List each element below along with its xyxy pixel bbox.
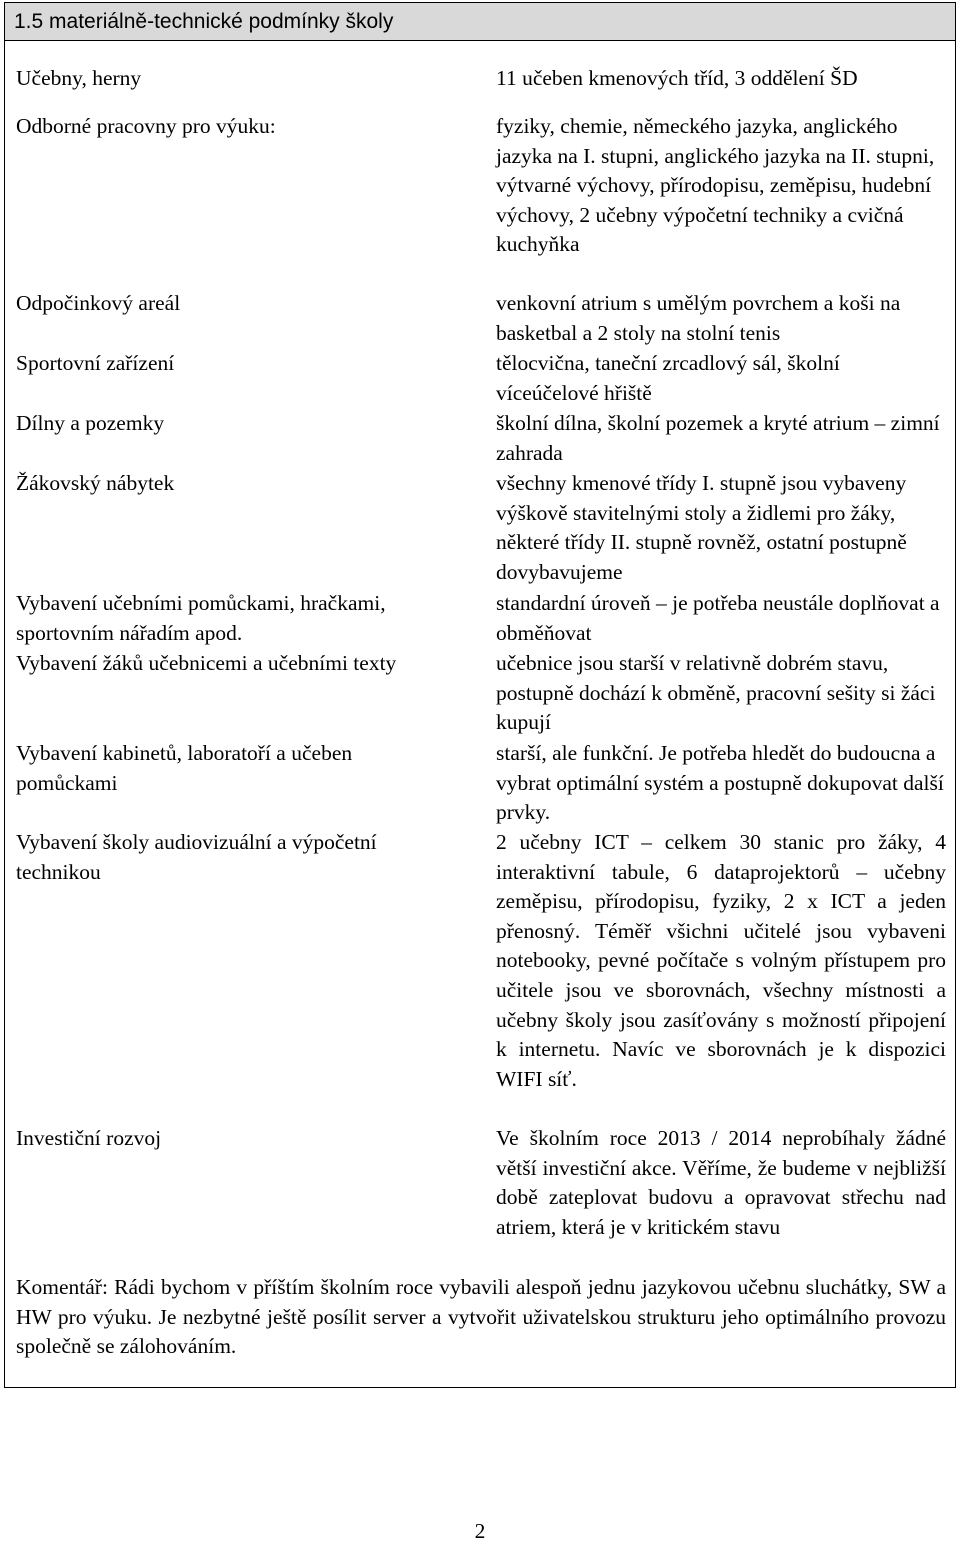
row-value: školní dílna, školní pozemek a kryté atrium – zimní zahrada — [496, 411, 940, 465]
row-value: 2 učebny ICT – celkem 30 stanic pro žáky, 4 interaktivní tabule, 6 dataprojektorů – učebny zeměpisu, přírodopisu, fyziky, 2 x ICT a jeden přenosný. Téměř všichni učitelé jsou vybaveni notebooky, pevné počítače s volným přístupem pro učitele jsou ve sborovnách, všechny místnosti a učebny školy jsou zasíťovány s možností připojení k internetu. Navíc ve sborovnách je k dispozici WIFI síť. — [496, 830, 946, 1091]
row-label: Vybavení školy audiovizuální a výpočetní technikou — [16, 830, 377, 884]
section-title: 1.5 materiálně-technické podmínky školy — [5, 3, 955, 41]
row-label: Vybavení kabinetů, laboratoří a učeben pomůckami — [16, 741, 353, 795]
comment-paragraph: Komentář: Rádi bychom v příštím školním roce vybavili alespoň jednu jazykovou učebnu sluchátky, SW a HW pro výuku. Je nezbytné ještě posílit server a vytvořit uživatelskou strukturu jeho optimálního provozu společně se zálohováním. — [16, 1275, 946, 1359]
row-label: Vybavení žáků učebnicemi a učebními texty — [16, 651, 397, 675]
row-value: fyziky, chemie, německého jazyka, anglického jazyka na I. stupni, anglického jazyka na II. stupni, výtvarné výchovy, přírodopisu, zeměpisu, hudební výchovy, 2 učebny výpočetní techniky a cvičná kuchyňka — [496, 114, 935, 257]
page-number: 2 — [474, 1519, 486, 1543]
row-value: starší, ale funkční. Je potřeba hledět do budoucna a vybrat optimální systém a postupně dokupovat další prvky. — [496, 741, 944, 825]
row-value: učebnice jsou starší v relativně dobrém stavu, postupně dochází k obměně, pracovní sešity si žáci kupují — [496, 651, 936, 735]
row-label: Odborné pracovny pro výuku: — [16, 114, 276, 138]
row-value: Ve školním roce 2013 / 2014 neprobíhaly žádné větší investiční akce. Věříme, že budeme v nejbližší době zateplovat budovu a opravovat střechu nad atriem, která je v kritickém stavu — [496, 1126, 946, 1239]
row-label: Investiční rozvoj — [16, 1126, 162, 1150]
row-value: všechny kmenové třídy I. stupně jsou vybaveny výškově stavitelnými stoly a židlemi pro žáky, některé třídy II. stupně rovněž, ostatní postupně dovybavujeme — [496, 471, 907, 584]
row-label: Sportovní zařízení — [16, 351, 175, 375]
row-label: Dílny a pozemky — [16, 411, 165, 435]
row-value: standardní úroveň – je potřeba neustále doplňovat a obměňovat — [496, 591, 940, 645]
row-label: Učebny, herny — [16, 66, 142, 90]
row-label: Žákovský nábytek — [16, 471, 175, 495]
row-value: venkovní atrium s umělým povrchem a koši na basketbal a 2 stoly na stolní tenis — [496, 291, 901, 345]
row-value: tělocvična, taneční zrcadlový sál, školní víceúčelové hřiště — [496, 351, 840, 405]
row-value: 11 učeben kmenových tříd, 3 oddělení ŠD — [496, 66, 858, 90]
row-label: Vybavení učebními pomůckami, hračkami, sportovním nářadím apod. — [16, 591, 386, 645]
row-label: Odpočinkový areál — [16, 291, 181, 315]
